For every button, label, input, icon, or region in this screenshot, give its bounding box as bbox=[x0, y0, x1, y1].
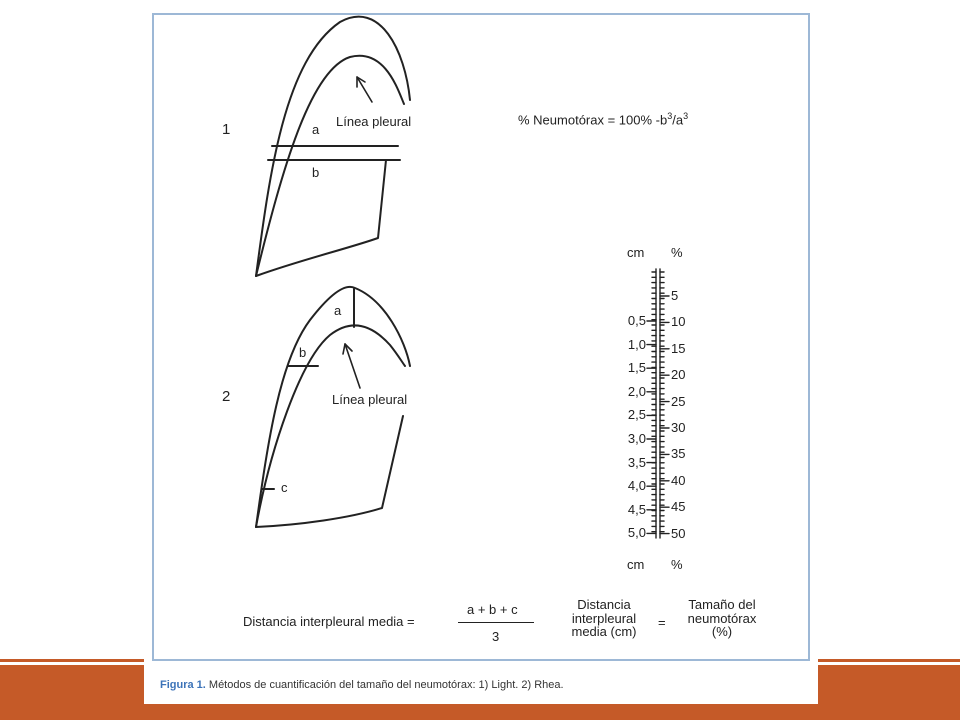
scale-cm-header-bottom: cm bbox=[627, 557, 645, 572]
figure-caption bbox=[160, 679, 564, 691]
scale-cm-label: 2,5 bbox=[627, 407, 646, 423]
distance-b-label-1: b bbox=[312, 165, 320, 180]
scale-pct-label: 20 bbox=[671, 367, 686, 383]
scale-pct-label: 40 bbox=[671, 472, 686, 488]
scale-pct-label: 10 bbox=[671, 314, 686, 330]
scale-pct-label: 25 bbox=[671, 393, 686, 409]
scale-cm-label: 3,5 bbox=[627, 454, 646, 470]
mean-distance-label bbox=[563, 598, 645, 639]
scale-cm-label: 5,0 bbox=[627, 525, 646, 541]
caption-text: Métodos de cuantificación del tamaño del neumotórax: 1) Light. 2) Rhea. bbox=[205, 679, 564, 691]
lung-1-pleural-line bbox=[256, 56, 404, 276]
scale-pct-label: 5 bbox=[671, 288, 679, 303]
rhea-formula-label: Distancia interpleural media = bbox=[243, 614, 415, 629]
scale-pct-label: 30 bbox=[671, 420, 686, 435]
mean-distance-line-1: Distancia bbox=[577, 597, 631, 612]
distance-b-label-2: b bbox=[299, 345, 307, 360]
scale-pct-header-top: % bbox=[671, 245, 683, 260]
light-formula: % Neumotórax = 100% $-b^3/a^3$ bbox=[518, 111, 689, 128]
scale-cm-label: 3,0 bbox=[627, 431, 646, 446]
scale-pct-label: 15 bbox=[671, 340, 686, 356]
nomogram-scale bbox=[647, 269, 669, 538]
scale-cm-label: 0,5 bbox=[627, 313, 646, 328]
lung-2-pleural-line bbox=[256, 325, 408, 527]
scale-cm-label: 2,0 bbox=[627, 383, 646, 399]
distance-a-label-1: a bbox=[312, 122, 320, 137]
scale-pct-label: 35 bbox=[671, 446, 686, 462]
lung-2-base bbox=[256, 416, 403, 527]
scale-pct-label: 50 bbox=[671, 525, 686, 541]
size-line-3: (%) bbox=[711, 624, 733, 640]
scale-pct-label: 45 bbox=[671, 499, 686, 515]
scale-cm-label: 1,5 bbox=[627, 360, 646, 376]
equals-sign: = bbox=[658, 615, 666, 630]
scale-cm-label: 4,0 bbox=[627, 478, 646, 494]
caption-label: Figura 1. bbox=[160, 679, 206, 691]
size-line-1: Tamaño del bbox=[688, 597, 756, 612]
distance-c-label-2: c bbox=[281, 480, 288, 495]
pleural-arrow-1-head bbox=[357, 77, 365, 87]
scale-cm-label: 4,5 bbox=[627, 501, 646, 517]
fraction-bar bbox=[458, 622, 534, 623]
mean-distance-line-2: interpleural bbox=[571, 610, 637, 626]
rhea-denominator: 3 bbox=[492, 629, 500, 644]
scale-cm-header-top: cm bbox=[627, 245, 645, 260]
rhea-numerator: a + b + c bbox=[467, 602, 518, 617]
method-2-number: 2 bbox=[222, 388, 231, 405]
pleural-line-label-1: Línea pleural bbox=[336, 114, 412, 129]
pneumothorax-size-label bbox=[680, 598, 764, 639]
scale-cm-label: 1,0 bbox=[627, 336, 646, 352]
lung-1-base bbox=[256, 160, 386, 276]
scale-ticks bbox=[647, 272, 669, 534]
size-line-2: neumotórax bbox=[687, 610, 757, 626]
method-1-number: 1 bbox=[222, 121, 231, 138]
pleural-line-label-2: Línea pleural bbox=[332, 392, 408, 407]
distance-a-label-2: a bbox=[334, 303, 342, 318]
mean-distance-line-3: media (cm) bbox=[571, 624, 637, 640]
scale-pct-header-bottom: % bbox=[671, 557, 683, 572]
